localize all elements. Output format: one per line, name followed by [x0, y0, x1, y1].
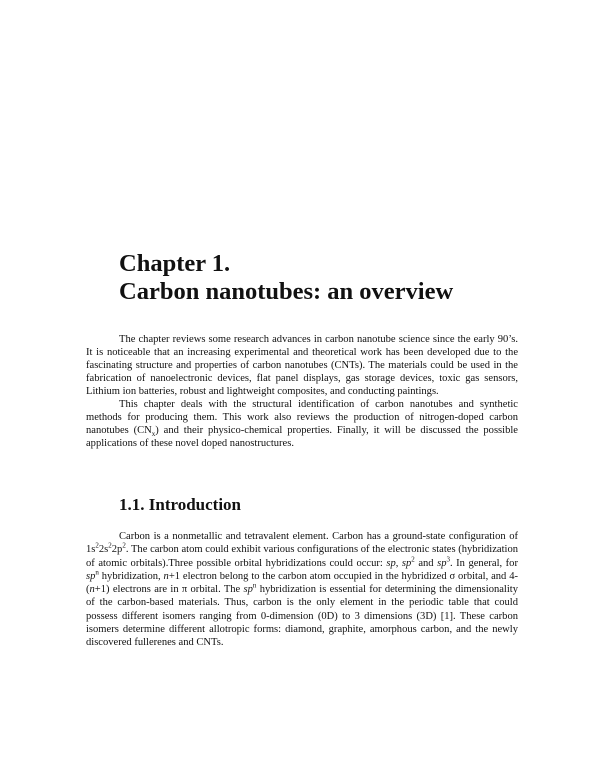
- abstract-text: This chapter deals with the structural identification of carbon nanotubes and synthetic methods for producing them. This work also reviews the production of nitrogen-doped carbon nanotubes (CN: [86, 399, 518, 436]
- section-title: 1.1. Introduction: [119, 495, 242, 514]
- body-text: +1) electrons are in π orbital. The: [94, 584, 244, 596]
- superscript: 3: [446, 555, 450, 564]
- body-text: hybridization,: [98, 570, 164, 582]
- superscript: n: [252, 581, 257, 590]
- chapter-number: Chapter 1.: [119, 250, 231, 277]
- superscript: 2: [95, 541, 99, 550]
- subscript-x: x: [151, 430, 156, 439]
- italic-term: n: [163, 570, 169, 582]
- body-text: . In general, for: [449, 557, 518, 569]
- chapter-heading: [119, 250, 539, 306]
- italic-term: sp: [86, 570, 96, 582]
- chapter-title: Carbon nanotubes: an overview: [119, 278, 454, 305]
- introduction-body: [86, 530, 518, 650]
- body-text: 2s: [98, 544, 109, 556]
- italic-term: n: [89, 584, 95, 596]
- abstract-text: ) and their physico-chemical properties. Finally, it will be discussed the possible applications of these novel doped nanostructures.: [86, 425, 518, 449]
- italic-term: sp: [401, 557, 412, 569]
- introduction-paragraph: [86, 530, 518, 650]
- abstract-paragraph-1: The chapter reviews some research advances in carbon nanotube science since the early 90’s. It is noticeable that an increasing experimental and theoretical work has been developed due to the fascinating structure and properties of carbon nanotubes (CNTs). The materials could be used in the fabrication of nanoelectronic devices, flat panel displays, gas storage devices, toxic gas sensors, Lithium ion batteries, robust and lightweight composites, and conducting paintings.: [86, 334, 518, 397]
- italic-term: sp: [437, 557, 447, 569]
- superscript: 2: [122, 541, 126, 550]
- body-text: ,: [395, 557, 402, 569]
- body-text: +1 electron belong to the carbon atom occupied in the hybridized σ orbital, and 4-(: [86, 570, 518, 596]
- body-text: 2p: [111, 544, 123, 556]
- italic-term: sp: [243, 584, 253, 596]
- body-text: Carbon is a nonmetallic and tetravalent element. Carbon has a ground-state configuration of 1s: [86, 531, 518, 556]
- superscript: 2: [108, 541, 112, 550]
- superscript: n: [95, 568, 99, 577]
- abstract-paragraph-2: [86, 398, 518, 450]
- body-text: and: [414, 557, 438, 569]
- body-text: . The carbon atom could exhibit various configurations of the electronic states (hybridization of atomic orbitals).Three possible orbital hybridizations could occur:: [86, 544, 518, 569]
- chapter-abstract: [86, 333, 518, 450]
- italic-term: sp: [386, 557, 396, 569]
- superscript: 2: [411, 555, 415, 564]
- body-text: hybridization is essential for determining the dimensionality of the carbon-based materials. Thus, carbon is the only element in the periodic table that could possess different isomers ranging from 0-dimension (0D) to 3 dimensions (3D) [1]. These carbon isomers determine different allotropic forms: diamond, graphite, amorphous carbon, and the newly discovered fullerenes and CNTs.: [86, 584, 518, 649]
